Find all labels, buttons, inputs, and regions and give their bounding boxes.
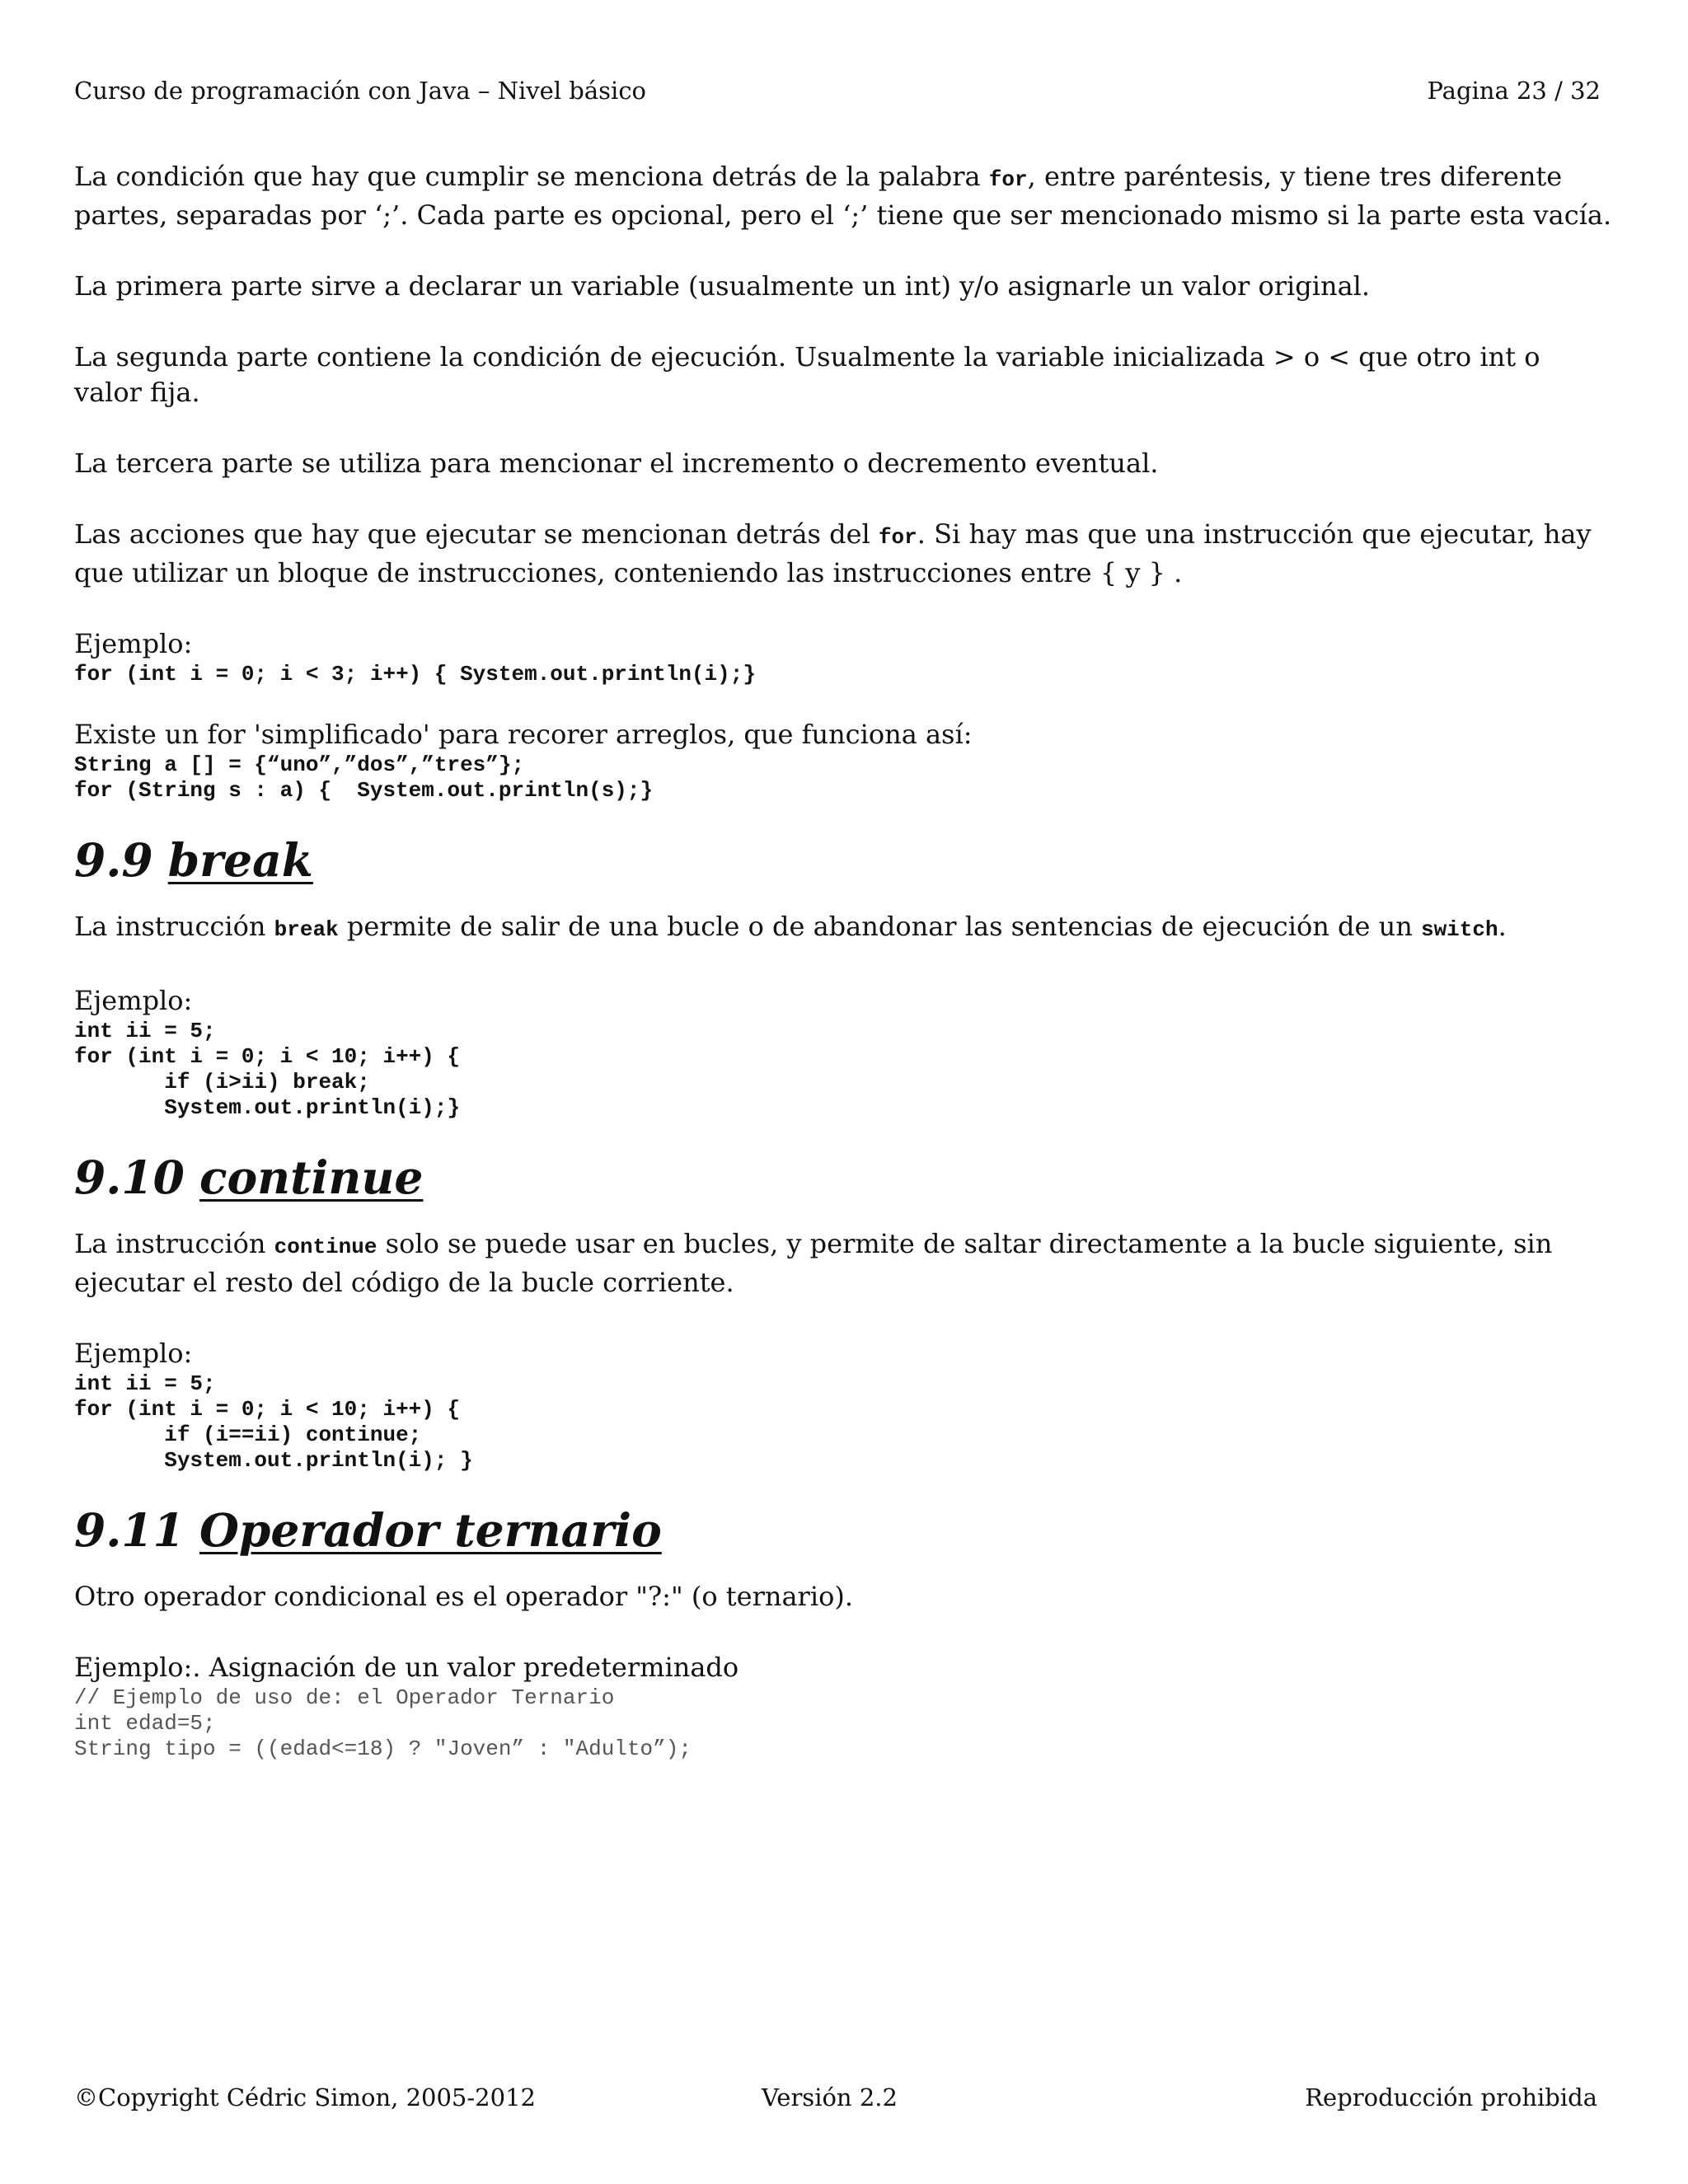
course-title: Curso de programación con Java – Nivel básico (74, 77, 647, 105)
example-label: Ejemplo: (74, 985, 193, 1016)
copyright: ©Copyright Cédric Simon, 2005-2012 (74, 2083, 536, 2111)
paragraph-third-part: La tercera parte se utiliza para mencionar el incremento o decremento eventual. (74, 448, 1159, 479)
example-label: Ejemplo:. Asignación de un valor predeterminado (74, 1652, 739, 1683)
page-content (74, 159, 1615, 1792)
page-header (74, 76, 1601, 105)
reproduction-notice: Reproducción prohibida (1305, 2083, 1597, 2111)
code-example-for: for (int i = 0; i < 3; i++) { System.out.println(i);} (74, 662, 756, 687)
foreach-intro: Existe un for 'simplificado' para recorer arreglos, que funciona así: (74, 719, 973, 750)
paragraph-continue: La instrucción continue solo se puede usar en bucles, y permite de saltar directamente a la bucle siguiente, sin ejecutar el resto del código de la bucle corriente. (74, 1228, 1553, 1298)
paragraph-actions: Las acciones que hay que ejecutar se mencionan detrás del for. Si hay mas que una instrucción que ejecutar, hay que utilizar un bloque de instrucciones, conteniendo las instrucciones entre { y } . (74, 518, 1592, 588)
inline-code-switch: switch (1420, 917, 1498, 942)
version: Versión 2.2 (762, 2083, 898, 2111)
inline-code-break: break (274, 917, 339, 942)
code-example-ternary: // Ejemplo de uso de: el Operador Ternario int edad=5; String tipo = ((edad<=18) ? "Joven” : "Adulto”); (74, 1685, 692, 1761)
section-heading-ternary: 9.11 Operador ternario (74, 1503, 662, 1557)
paragraph-break: La instrucción break permite de salir de una bucle o de abandonar las sentencias de ejecución de un switch. (74, 911, 1507, 942)
page-number: Pagina 23 / 32 (1427, 77, 1601, 105)
code-example-continue: int ii = 5; for (int i = 0; i < 10; i++) { if (i==ii) continue; System.out.println(i); } (74, 1371, 473, 1473)
example-label: Ejemplo: (74, 1338, 193, 1369)
example-label: Ejemplo: (74, 628, 193, 659)
paragraph-second-part: La segunda parte contiene la condición de ejecución. Usualmente la variable inicializada > o < que otro int o valor fija. (74, 341, 1540, 408)
paragraph-first-part: La primera parte sirve a declarar un variable (usualmente un int) y/o asignarle un valor original. (74, 270, 1371, 302)
section-heading-continue: 9.10 continue (74, 1151, 424, 1204)
code-example-break: int ii = 5; for (int i = 0; i < 10; i++) { if (i>ii) break; System.out.println(i);} (74, 1019, 461, 1120)
paragraph-for-condition: La condición que hay que cumplir se menciona detrás de la palabra for, entre paréntesis, y tiene tres diferente partes, separadas por ‘;’. Cada parte es opcional, pero el ‘;’ tiene que ser mencionado mismo si la parte esta vacía. (74, 161, 1612, 231)
inline-code-continue: continue (274, 1235, 377, 1259)
section-heading-break: 9.9 break (74, 833, 313, 887)
inline-code-for: for (988, 167, 1028, 192)
inline-code-for: for (878, 525, 917, 550)
paragraph-ternary: Otro operador condicional es el operador "?:" (o ternario). (74, 1581, 853, 1612)
code-example-foreach: String a [] = {“uno”,”dos”,”tres”}; for (String s : a) { System.out.println(s);} (74, 752, 654, 803)
